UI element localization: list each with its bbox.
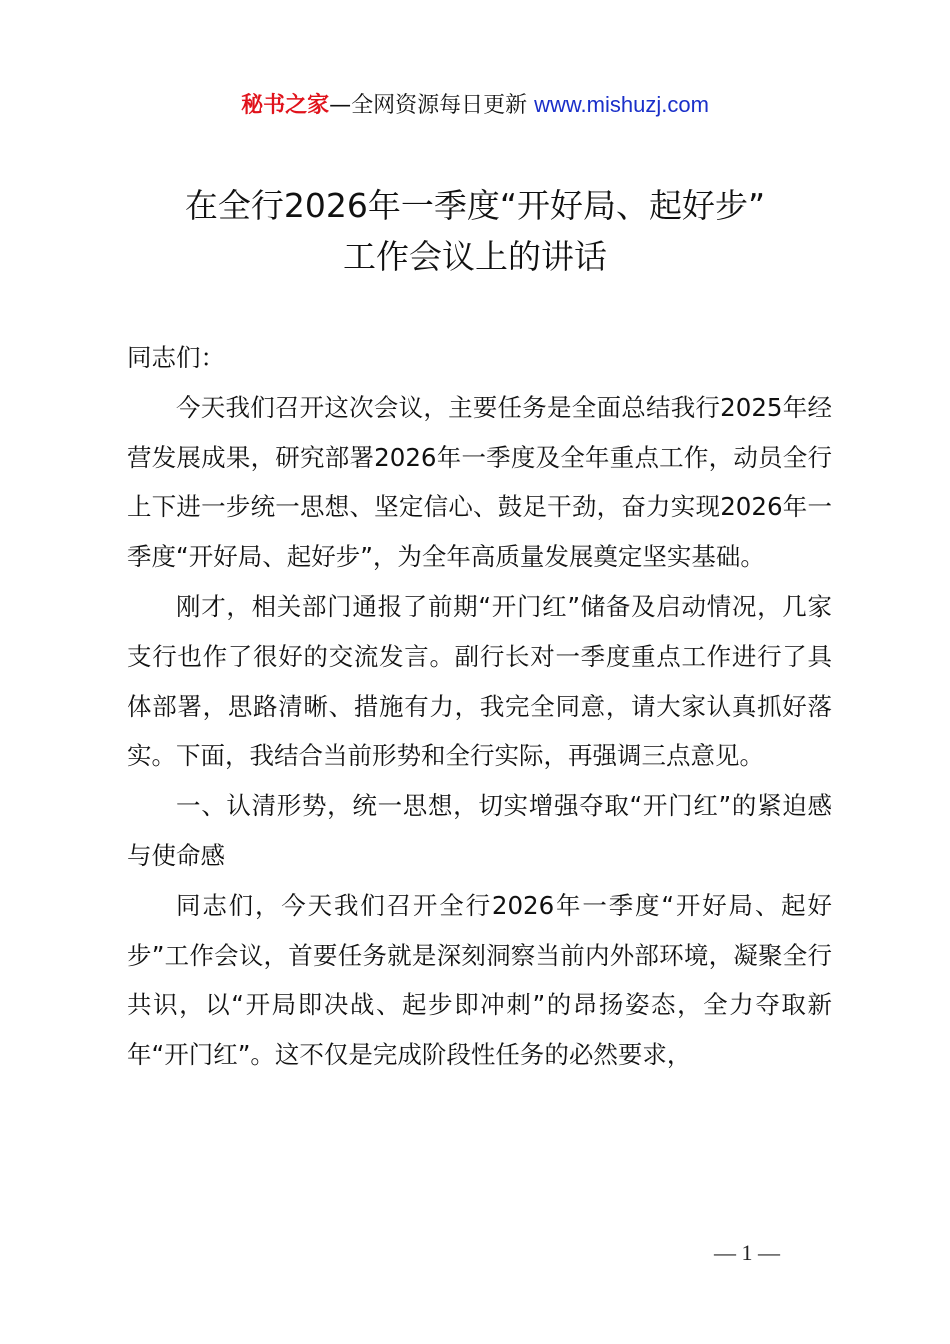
title-line-2: 工作会议上的讲话 (343, 237, 607, 276)
site-header (0, 88, 950, 123)
section-heading-1: 一、认清形势，统一思想，切实增强夺取“开门红”的紧迫感与使命感 (127, 791, 832, 870)
page-number: — 1 — (714, 1240, 780, 1265)
salutation: 同志们： (127, 343, 225, 372)
paragraph-section-1: 同志们，今天我们召开全行2026年一季度“开好局、起好步”工作会议，首要任务就是深刻洞察当前内外部环境，凝聚全行共识，以“开局即决战、起步即冲刺”的昂扬姿态，全力夺取新年“开门红”。这不仅是完成阶段性任务的必然要求， (127, 890, 832, 1070)
title-line-1: 在全行2026年一季度“开好局、起好步” (184, 186, 766, 225)
header-tagline: —全网资源每日更新 (329, 93, 535, 118)
document-title (0, 180, 950, 282)
site-url-link[interactable]: www.mishuzj.com (534, 92, 709, 117)
brand-name: 秘书之家 (241, 93, 330, 118)
paragraph-review: 刚才，相关部门通报了前期“开门红”储备及启动情况，几家支行也作了很好的交流发言。副行长对一季度重点工作进行了具体部署，思路清晰、措施有力，我完全同意，请大家认真抓好落实。下面，我结合当前形势和全行实际，再强调三点意见。 (127, 591, 832, 771)
page-footer (0, 1238, 950, 1268)
paragraph-intro: 今天我们召开这次会议，主要任务是全面总结我行2025年经营发展成果，研究部署2026年一季度及全年重点工作，动员全行上下进一步统一思想、坚定信心、鼓足干劲，奋力实现2026年一季度“开好局、起好步”，为全年高质量发展奠定坚实基础。 (127, 392, 832, 572)
speech-body (127, 333, 832, 1080)
